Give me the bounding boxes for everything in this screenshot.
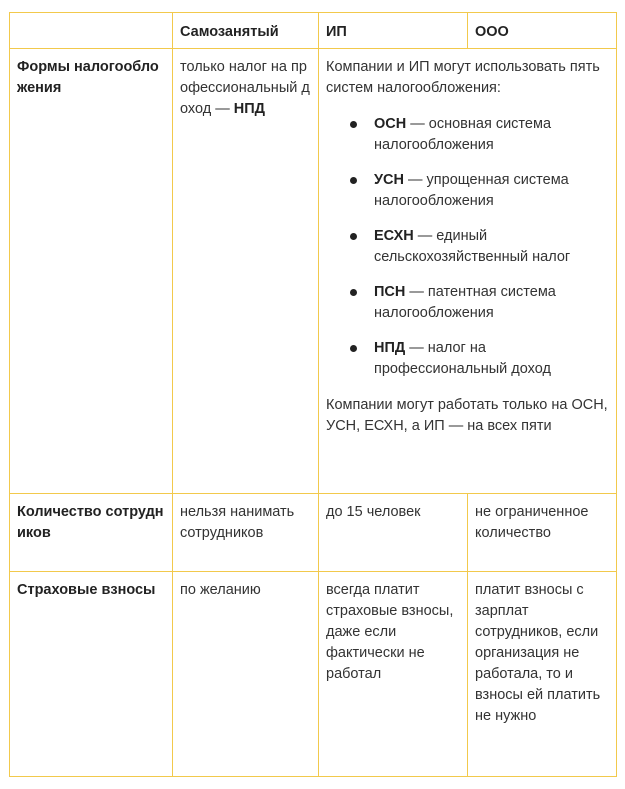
cell-tax-merged — [319, 49, 617, 494]
cell-staff-self: нельзя нанимать сотрудников — [173, 494, 319, 572]
list-item: ЕСХН — единый сельскохозяйственный налог — [326, 226, 609, 268]
row-label-insurance: Страховые взносы — [10, 572, 173, 777]
row-label-staff: Количество сотрудников — [10, 494, 173, 572]
list-item: ПСН — патентная система налогообложения — [326, 282, 609, 324]
row-tax — [10, 49, 617, 494]
header-ip: ИП — [319, 13, 468, 49]
comparison-table — [9, 12, 617, 777]
tax-outro: Компании могут работать только на ОСН, УСН, ЕСХН, а ИП — на всех пяти — [326, 397, 608, 434]
cell-staff-ip: до 15 человек — [319, 494, 468, 572]
header-row — [10, 13, 617, 49]
tax-systems-list — [326, 114, 609, 380]
header-empty — [10, 13, 173, 49]
cell-tax-self-bold: НПД — [233, 101, 265, 117]
header-self-employed: Самозанятый — [173, 13, 319, 49]
tax-intro: Компании и ИП могут использовать пять систем налогообложения: — [326, 59, 600, 96]
bullet-icon — [350, 233, 357, 240]
row-insurance — [10, 572, 617, 777]
cell-tax-self-text: только налог на профессиональный доход — — [180, 59, 310, 117]
cell-insurance-ooo: платит взносы с зарплат сотрудников, если организация не работала, то и взносы ей платить не нужно — [468, 572, 617, 777]
cell-insurance-self: по желанию — [173, 572, 319, 777]
list-item: ОСН — основная система налогообложения — [326, 114, 609, 156]
row-label-tax: Формы налогообложения — [10, 49, 173, 494]
bullet-icon — [350, 289, 357, 296]
bullet-icon — [350, 345, 357, 352]
bullet-icon — [350, 121, 357, 128]
row-staff — [10, 494, 617, 572]
cell-insurance-ip: всегда платит страховые взносы, даже если фактически не работал — [319, 572, 468, 777]
cell-tax-self — [173, 49, 319, 494]
bullet-icon — [350, 177, 357, 184]
cell-staff-ooo: не ограниченное количество — [468, 494, 617, 572]
list-item: НПД — налог на профессиональный доход — [326, 338, 609, 380]
list-item: УСН — упрощенная система налогообложения — [326, 170, 609, 212]
header-ooo: ООО — [468, 13, 617, 49]
